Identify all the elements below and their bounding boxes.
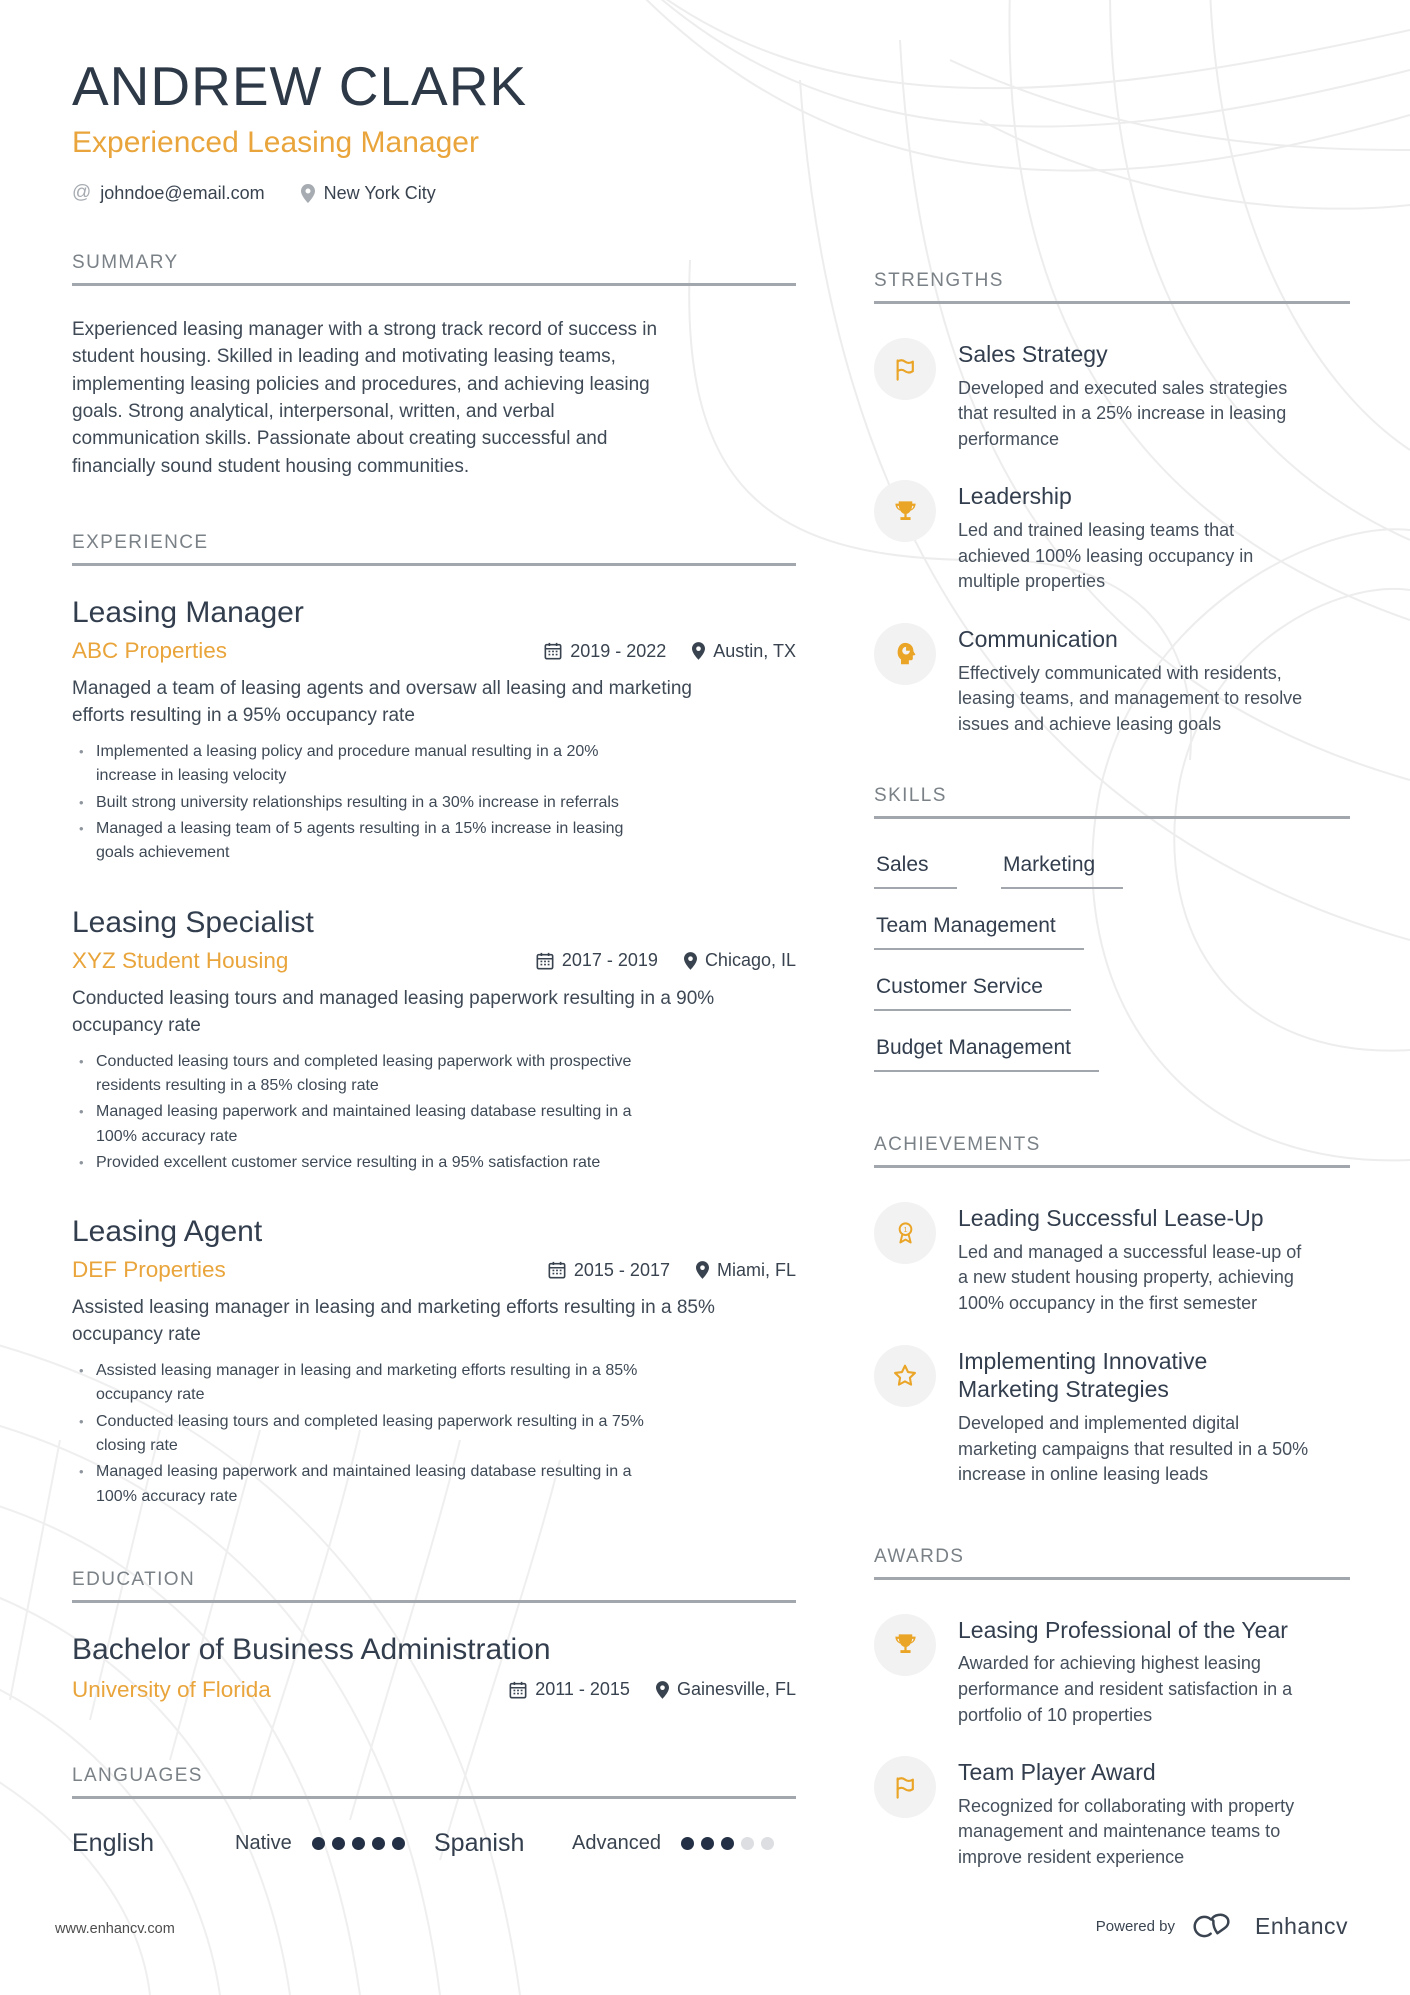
footer-brand xyxy=(1096,1910,1348,1943)
strength-title: Sales Strategy xyxy=(958,341,1108,367)
achievements-heading: ACHIEVEMENTS xyxy=(874,1134,1350,1168)
award-text: Awarded for achieving highest leasing performance and resident satisfaction in a portfolio of 10 properties xyxy=(958,1653,1293,1725)
dates-text: 2019 - 2022 xyxy=(570,640,667,661)
rating-dot-filled xyxy=(332,1837,345,1850)
strength-title: Communication xyxy=(958,625,1118,652)
bullet-item: • Managed leasing paperwork and maintained leasing database resulting in a 100% accuracy rate xyxy=(72,1460,657,1509)
section-awards xyxy=(874,1546,1350,1871)
svg-text:1: 1 xyxy=(902,1224,908,1234)
job-description: Managed a team of leasing agents and oversaw all leasing and marketing efforts resulting in a 95% occupancy rate xyxy=(72,678,692,727)
rating-dot-filled xyxy=(372,1837,385,1850)
language-name: Spanish xyxy=(434,1828,525,1857)
trophy-icon xyxy=(892,498,919,525)
calendar-icon xyxy=(509,1681,527,1699)
bullet-item: • Implemented a leasing policy and procedure manual resulting in a 20% increase in leasing velocity xyxy=(72,740,657,789)
languages-row xyxy=(72,1829,796,1858)
flag-icon xyxy=(892,1774,919,1801)
location-group xyxy=(696,1260,796,1281)
award-title: Team Player Award xyxy=(958,1759,1156,1786)
section-languages xyxy=(72,1765,796,1858)
location-group xyxy=(656,1679,796,1700)
school-name: University of Florida xyxy=(72,1676,271,1702)
strength-text: Developed and executed sales strategies that resulted in a 25% increase in leasing performance xyxy=(958,377,1288,449)
rating-dot-filled xyxy=(312,1837,325,1850)
icon-circle xyxy=(874,480,936,542)
language-item xyxy=(72,1829,434,1858)
powered-by-label: Powered by xyxy=(1095,1918,1175,1935)
location-pin-icon xyxy=(696,1261,709,1279)
award-body xyxy=(958,1614,1310,1728)
job-description: Assisted leasing manager in leasing and marketing efforts resulting in a 85% occupancy rate xyxy=(72,1297,715,1346)
summary-heading: SUMMARY xyxy=(72,252,796,286)
skill-tag: Customer Service xyxy=(874,975,1071,1011)
language-level: Native xyxy=(235,1831,292,1854)
job-meta xyxy=(536,950,796,971)
rating-dot-filled xyxy=(352,1837,365,1850)
skills-row xyxy=(874,1036,1350,1072)
dates-group xyxy=(544,641,666,662)
job-meta xyxy=(544,641,796,662)
achievement-title: Implementing Innovative Marketing Strategies xyxy=(958,1347,1208,1403)
job-meta xyxy=(548,1260,796,1281)
job-location-text: Chicago, IL xyxy=(704,950,796,971)
company-row xyxy=(72,638,796,664)
company-name: DEF Properties xyxy=(72,1257,226,1283)
summary-text: Experienced leasing manager with a strong track record of success in student housing. Skilled in leading and motivating leasing teams, implementing leasing policies and procedures, and achieving leasing goals. Strong analytical, interpersonal, written, and verbal communication skills. Passionate about creating successful and financially sound student housing communities. xyxy=(72,319,658,477)
bullet-item: • Built strong university relationships resulting in a 30% increase in referrals xyxy=(72,791,657,815)
bullet-item: • Managed leasing paperwork and maintained leasing database resulting in a 100% accuracy rate xyxy=(72,1100,657,1149)
location-group xyxy=(684,950,796,971)
job-bullets xyxy=(72,1359,796,1509)
location-pin-icon xyxy=(684,952,697,970)
dates-text: 2011 - 2015 xyxy=(535,1679,630,1700)
rating-dot-filled xyxy=(392,1837,405,1850)
flag-icon xyxy=(892,356,919,383)
achievement-body xyxy=(958,1345,1310,1488)
contact-row xyxy=(72,182,796,204)
skills-row xyxy=(874,853,1350,889)
section-strengths xyxy=(874,270,1350,737)
skill-tag: Sales xyxy=(874,853,957,889)
job-bullets xyxy=(72,740,796,866)
rating-dot-filled xyxy=(701,1837,714,1850)
achievement-item xyxy=(874,1345,1350,1488)
language-rating-dots xyxy=(312,1837,405,1850)
icon-circle xyxy=(874,1756,936,1818)
section-summary xyxy=(72,252,796,480)
language-name: English xyxy=(72,1828,154,1857)
rating-dot-empty xyxy=(741,1837,754,1850)
strength-item xyxy=(874,623,1350,737)
strength-body xyxy=(958,338,1310,452)
icon-circle xyxy=(874,1345,936,1407)
experience-item xyxy=(72,906,796,1176)
dates-text: 2017 - 2019 xyxy=(561,950,658,971)
job-role: Leasing Manager xyxy=(72,596,304,630)
calendar-icon xyxy=(544,642,562,660)
award-item xyxy=(874,1756,1350,1870)
skill-tag: Marketing xyxy=(1001,853,1123,889)
dates-group xyxy=(536,950,658,971)
communication-icon xyxy=(892,640,919,667)
dates-group xyxy=(548,1260,670,1281)
rating-dot-empty xyxy=(761,1837,774,1850)
rating-dot-filled xyxy=(681,1837,694,1850)
right-column xyxy=(874,54,1350,1898)
award-text: Recognized for collaborating with property management and maintenance teams to improve resident experience xyxy=(958,1795,1295,1867)
location-pin-icon xyxy=(656,1681,669,1699)
calendar-icon xyxy=(536,952,554,970)
language-item xyxy=(434,1829,796,1858)
location-group xyxy=(692,641,796,662)
skill-tag: Budget Management xyxy=(874,1036,1099,1072)
calendar-icon xyxy=(548,1261,566,1279)
degree-name: Bachelor of Business Administration xyxy=(72,1632,551,1666)
icon-circle xyxy=(874,1614,936,1676)
job-bullets xyxy=(72,1050,796,1176)
dates-text: 2015 - 2017 xyxy=(573,1259,670,1280)
bullet-item: • Conducted leasing tours and completed leasing paperwork with prospective residents resulting in a 85% closing rate xyxy=(72,1050,657,1099)
experience-heading: EXPERIENCE xyxy=(72,532,796,566)
job-description: Conducted leasing tours and managed leasing paperwork resulting in a 90% occupancy rate xyxy=(72,987,715,1036)
achievement-body xyxy=(958,1202,1310,1316)
award-item xyxy=(874,1614,1350,1728)
medal-icon xyxy=(892,1220,919,1247)
company-row xyxy=(72,948,796,974)
section-education xyxy=(72,1569,796,1703)
education-heading: EDUCATION xyxy=(72,1569,796,1603)
language-rating-dots xyxy=(681,1837,774,1850)
achievement-item xyxy=(874,1202,1350,1316)
school-location-text: Gainesville, FL xyxy=(676,1679,796,1700)
company-name: ABC Properties xyxy=(72,638,228,664)
bullet-item: • Provided excellent customer service resulting in a 95% satisfaction rate xyxy=(72,1151,657,1175)
company-name: XYZ Student Housing xyxy=(72,947,289,973)
person-name: ANDREW CLARK xyxy=(72,55,528,117)
strength-item xyxy=(874,480,1350,594)
job-location-text: Miami, FL xyxy=(716,1259,796,1280)
bullet-item: • Conducted leasing tours and completed leasing paperwork resulting in a 75% closing rate xyxy=(72,1410,657,1459)
section-skills xyxy=(874,785,1350,1072)
resume-header xyxy=(72,54,796,204)
page-content xyxy=(72,54,1348,1898)
email-text[interactable]: johndoe@email.com xyxy=(100,182,265,203)
strength-text: Effectively communicated with residents, leasing teams, and management to resolve issues and achieve leasing goals xyxy=(958,662,1303,734)
experience-item xyxy=(72,1215,796,1509)
job-role: Leasing Specialist xyxy=(72,905,314,939)
location-pin-icon xyxy=(301,184,315,203)
email-at-icon: @ xyxy=(72,182,92,203)
job-location-text: Austin, TX xyxy=(713,640,796,661)
experience-item xyxy=(72,596,796,866)
rating-dot-filled xyxy=(721,1837,734,1850)
award-body xyxy=(958,1756,1310,1870)
enhancv-logo-icon xyxy=(1190,1910,1240,1943)
contact-email xyxy=(72,182,265,204)
strength-text: Led and trained leasing teams that achieved 100% leasing occupancy in multiple properties xyxy=(958,520,1254,592)
strength-body xyxy=(958,480,1310,594)
location-pin-icon xyxy=(692,642,705,660)
strengths-heading: STRENGTHS xyxy=(874,270,1350,304)
icon-circle xyxy=(874,338,936,400)
icon-circle xyxy=(874,1202,936,1264)
strength-title: Leadership xyxy=(958,483,1072,510)
languages-heading: LANGUAGES xyxy=(72,1765,796,1799)
trophy-icon xyxy=(892,1631,919,1658)
skills-row xyxy=(874,914,1350,950)
company-row xyxy=(72,1257,796,1283)
left-column xyxy=(72,54,796,1898)
section-achievements xyxy=(874,1134,1350,1488)
school-row xyxy=(72,1677,796,1703)
job-role: Leasing Agent xyxy=(72,1215,263,1249)
person-title: Experienced Leasing Manager xyxy=(72,126,479,159)
bullet-item: • Assisted leasing manager in leasing and marketing efforts resulting in a 85% occupancy rate xyxy=(72,1359,657,1408)
achievement-text: Developed and implemented digital marketing campaigns that resulted in a 50% increase in online leasing leads xyxy=(958,1413,1309,1485)
skills-heading: SKILLS xyxy=(874,785,1350,819)
footer-site-link[interactable]: www.enhancv.com xyxy=(55,1921,175,1937)
section-experience xyxy=(72,532,796,1509)
strength-item xyxy=(874,338,1350,452)
awards-heading: AWARDS xyxy=(874,1546,1350,1580)
enhancv-brand-link[interactable]: Enhancv xyxy=(1254,1913,1348,1939)
strength-body xyxy=(958,623,1310,737)
education-meta xyxy=(509,1679,796,1700)
star-icon xyxy=(891,1362,919,1390)
achievement-title: Leading Successful Lease-Up xyxy=(958,1205,1264,1232)
icon-circle xyxy=(874,623,936,685)
location-text: New York City xyxy=(323,182,436,203)
skills-row xyxy=(874,975,1350,1011)
award-title: Leasing Professional of the Year xyxy=(958,1616,1288,1643)
dates-group xyxy=(509,1679,630,1700)
language-level: Advanced xyxy=(572,1831,661,1854)
achievement-text: Led and managed a successful lease-up of a new student housing property, achieving 100% occupancy in the first semester xyxy=(958,1241,1302,1314)
bullet-item: • Managed a leasing team of 5 agents resulting in a 15% increase in leasing goals achievement xyxy=(72,817,657,866)
contact-location xyxy=(301,183,436,204)
skill-tag: Team Management xyxy=(874,914,1084,950)
